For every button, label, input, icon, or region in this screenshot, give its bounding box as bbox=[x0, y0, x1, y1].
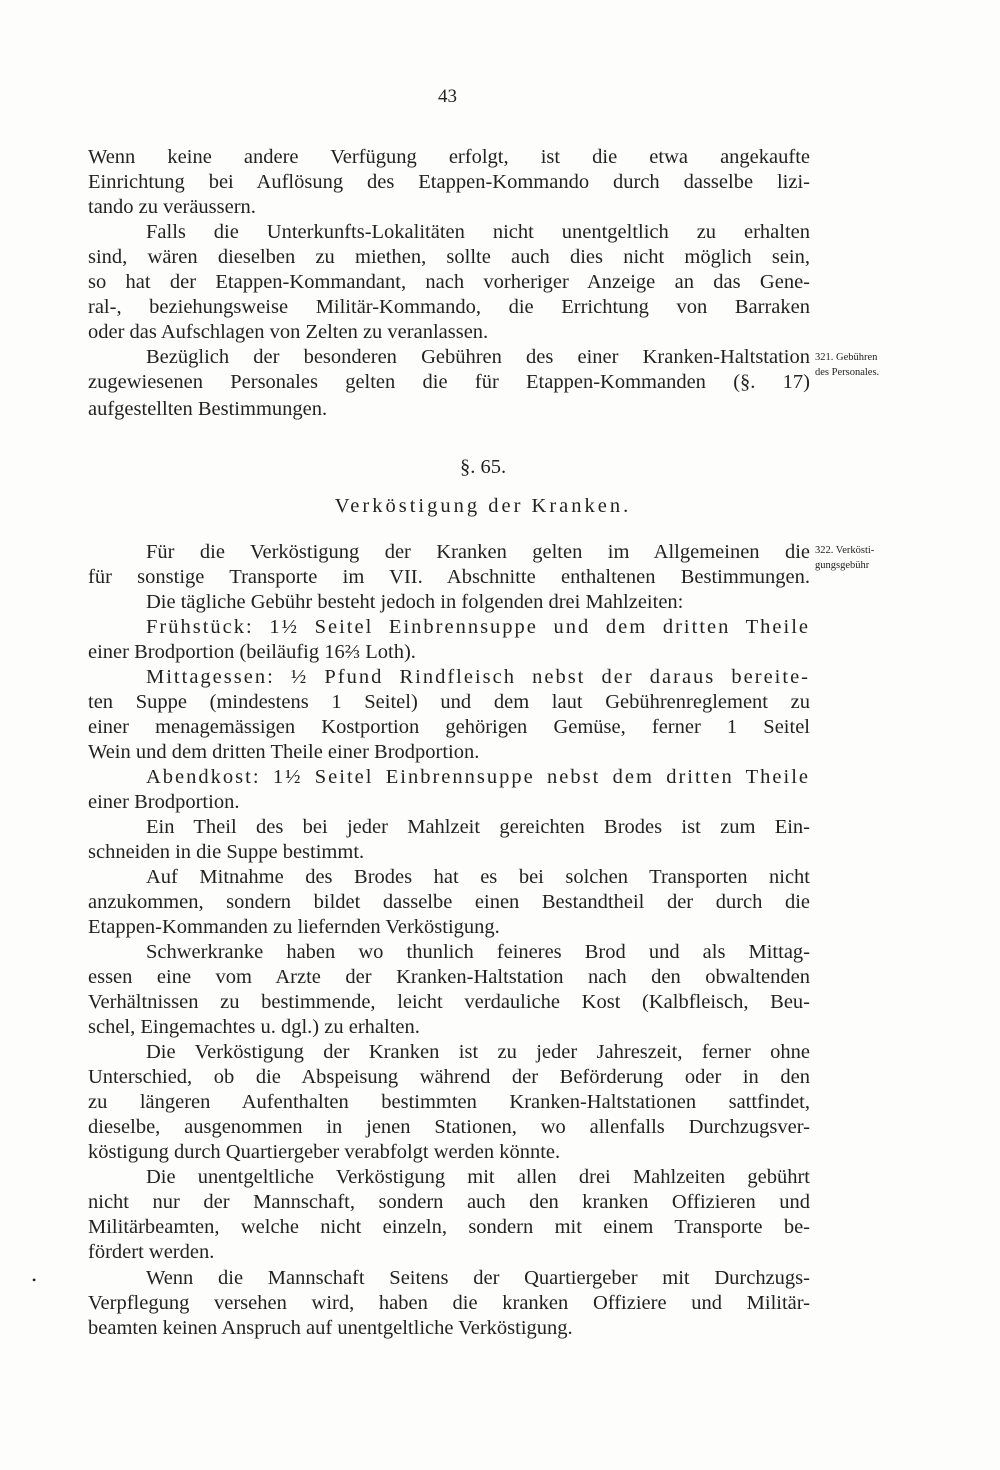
text-line: beamten keinen Anspruch auf unentgeltliche Verköstigung. bbox=[88, 1317, 573, 1339]
text-line: dieselbe, ausgenommen in jenen Stationen, wo allenfalls Durchzugsver- bbox=[88, 1116, 810, 1138]
text-line: Wein und dem dritten Theile einer Brodportion. bbox=[88, 741, 480, 763]
text-line: Die tägliche Gebühr besteht jedoch in folgenden drei Mahlzeiten: bbox=[146, 591, 684, 613]
section-heading: Verköstigung der Kranken. bbox=[334, 495, 632, 517]
text-line: Falls die Unterkunfts-Lokalitäten nicht unentgeltlich zu erhalten bbox=[146, 221, 810, 243]
text-line: Für die Verköstigung der Kranken gelten im Allgemeinen die bbox=[146, 541, 810, 563]
text-line: anzukommen, sondern bildet dasselbe einen Bestandtheil der durch die bbox=[88, 891, 810, 913]
margin-note-line: 322. Verkösti- bbox=[815, 545, 875, 556]
text-line: fördert werden. bbox=[88, 1241, 215, 1263]
text-line: nicht nur der Mannschaft, sondern auch den kranken Offizieren und bbox=[88, 1191, 810, 1213]
margin-note bbox=[815, 543, 930, 573]
text-line: zugewiesenen Personales gelten die für Etappen-Kommanden (§. 17) bbox=[88, 371, 810, 393]
text-line: tando zu veräussern. bbox=[88, 196, 256, 218]
text-line: Auf Mitnahme des Brodes hat es bei solchen Transporten nicht bbox=[146, 866, 810, 888]
text-line: Verpflegung versehen wird, haben die kranken Offiziere und Militär- bbox=[88, 1292, 810, 1314]
text-line: Frühstück: 1½ Seitel Einbrennsuppe und dem dritten Theile bbox=[146, 616, 810, 638]
text-line: für sonstige Transporte im VII. Abschnitte enthaltenen Bestimmungen. bbox=[88, 566, 810, 588]
text-line: einer Brodportion (beiläufig 16⅔ Loth). bbox=[88, 641, 416, 663]
section-number: §. 65. bbox=[459, 456, 507, 478]
text-line: Militärbeamten, welche nicht einzeln, sondern mit einem Transporte be- bbox=[88, 1216, 810, 1238]
text-line: oder das Aufschlagen von Zelten zu veranlassen. bbox=[88, 321, 489, 343]
text-line: einer menagemässigen Kostportion gehörigen Gemüse, ferner 1 Seitel bbox=[88, 716, 810, 738]
margin-note-line: des Personales. bbox=[815, 367, 880, 378]
text-line: köstigung durch Quartiergeber verabfolgt werden könnte. bbox=[88, 1141, 561, 1163]
text-line: Ein Theil des bei jeder Mahlzeit gereichten Brodes ist zum Ein- bbox=[146, 816, 810, 838]
text-line: Verhältnissen zu bestimmende, leicht verdauliche Kost (Kalbfleisch, Beu- bbox=[88, 991, 810, 1013]
text-line: Die Verköstigung der Kranken ist zu jeder Jahreszeit, ferner ohne bbox=[146, 1041, 810, 1063]
text-line: Mittagessen: ½ Pfund Rindfleisch nebst der daraus bereite- bbox=[146, 666, 810, 688]
text-line: Bezüglich der besonderen Gebühren des einer Kranken-Haltstation bbox=[146, 346, 810, 368]
text-line: einer Brodportion. bbox=[88, 791, 240, 813]
text-line: Einrichtung bei Auflösung des Etappen-Kommando durch dasselbe lizi- bbox=[88, 171, 810, 193]
margin-bullet: • bbox=[32, 1273, 37, 1287]
margin-note-line: gungsgebühr bbox=[815, 560, 870, 571]
text-line: schneiden in die Suppe bestimmt. bbox=[88, 841, 365, 863]
text-line: sind, wären dieselben zu miethen, sollte auch dies nicht möglich sein, bbox=[88, 246, 810, 268]
text-line: aufgestellten Bestimmungen. bbox=[88, 398, 328, 420]
page-number: 43 bbox=[438, 86, 457, 107]
text-line: Unterschied, ob die Abspeisung während der Beförderung oder in den bbox=[88, 1066, 810, 1088]
text-line: Die unentgeltliche Verköstigung mit allen drei Mahlzeiten gebührt bbox=[146, 1166, 810, 1188]
text-line: Abendkost: 1½ Seitel Einbrennsuppe nebst dem dritten Theile bbox=[146, 766, 810, 788]
text-line: essen eine vom Arzte der Kranken-Haltstation nach den obwaltenden bbox=[88, 966, 810, 988]
text-line: schel, Eingemachtes u. dgl.) zu erhalten. bbox=[88, 1016, 420, 1038]
text-line: zu längeren Aufenthalten bestimmten Kranken-Haltstationen sattfindet, bbox=[88, 1091, 810, 1113]
text-line: Wenn keine andere Verfügung erfolgt, ist die etwa angekaufte bbox=[88, 146, 810, 168]
margin-note-line: 321. Gebühren bbox=[815, 352, 878, 363]
text-line: Schwerkranke haben wo thunlich feineres Brod und als Mittag- bbox=[146, 941, 810, 963]
text-line: Wenn die Mannschaft Seitens der Quartiergeber mit Durchzugs- bbox=[146, 1267, 810, 1289]
text-line: Etappen-Kommanden zu liefernden Verköstigung. bbox=[88, 916, 500, 938]
text-line: ral-, beziehungsweise Militär-Kommando, die Errichtung von Barraken bbox=[88, 296, 810, 318]
text-line: so hat der Etappen-Kommandant, nach vorheriger Anzeige an das Gene- bbox=[88, 271, 810, 293]
text-line: ten Suppe (mindestens 1 Seitel) und dem laut Gebührenreglement zu bbox=[88, 691, 810, 713]
margin-note bbox=[815, 350, 930, 380]
